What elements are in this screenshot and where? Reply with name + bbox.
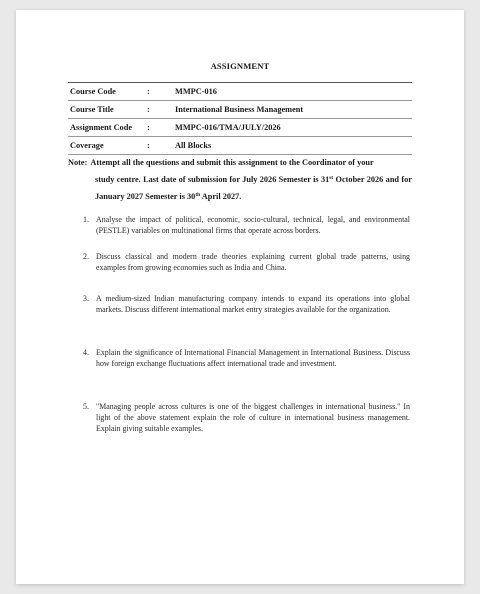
document-title: ASSIGNMENT bbox=[210, 61, 270, 71]
info-colon: : bbox=[147, 105, 150, 114]
info-label: Coverage bbox=[70, 141, 104, 150]
info-value: International Business Management bbox=[175, 105, 304, 114]
question-text: Discuss classical and modern trade theories explaining current global trade patterns, using examples from growing economies such as India and China. bbox=[96, 252, 410, 272]
note-line-1: Attempt all the questions and submit this assignment to the Coordinator of your bbox=[90, 158, 374, 167]
question-1 bbox=[83, 214, 410, 236]
question-number: 3. bbox=[83, 294, 89, 303]
document-page bbox=[16, 10, 464, 584]
info-row-assignment-code bbox=[68, 119, 412, 137]
question-text: A medium-sized Indian manufacturing company intends to expand its operations into global markets. Discuss different international market entry strategies available for the organization. bbox=[96, 294, 410, 314]
question-number: 1. bbox=[83, 215, 89, 224]
question-number: 2. bbox=[83, 252, 89, 261]
question-text: "Managing people across cultures is one of the biggest challenges in international business." In light of the above statement explain the role of culture in international business management. Explain giving suitable examples. bbox=[96, 402, 410, 433]
note-sup-b: th bbox=[195, 192, 201, 198]
note-part-a: study centre. Last date of submission for July 2026 Semester is 31 bbox=[95, 175, 330, 184]
question-text: Explain the significance of International Financial Management in International Business. Discuss how foreign exchange fluctuations affect international trade and investment. bbox=[96, 348, 410, 368]
info-value: MMPC-016 bbox=[175, 87, 217, 96]
question-number: 4. bbox=[83, 348, 89, 357]
question-3 bbox=[83, 293, 410, 315]
note-part-b: October 2026 and for January 2027 Semester is 30 bbox=[95, 175, 412, 201]
info-label: Course Code bbox=[70, 87, 116, 96]
info-colon: : bbox=[147, 141, 150, 150]
info-colon: : bbox=[147, 123, 150, 132]
note-part-c: April 2027. bbox=[200, 192, 242, 201]
course-info-table bbox=[68, 82, 412, 155]
question-2 bbox=[83, 251, 410, 273]
info-label: Assignment Code bbox=[70, 123, 132, 132]
question-text: Analyse the impact of political, economic, socio-cultural, technical, legal, and environmental (PESTLE) variables on multinational firms that operate across borders. bbox=[96, 215, 410, 235]
info-colon: : bbox=[147, 87, 150, 96]
note-sup-a: st bbox=[329, 175, 334, 181]
info-value: MMPC-016/TMA/JULY/2026 bbox=[175, 123, 281, 132]
submission-note bbox=[68, 154, 412, 205]
question-5 bbox=[83, 401, 410, 434]
question-number: 5. bbox=[83, 402, 89, 411]
info-row-coverage bbox=[68, 137, 412, 155]
info-label: Course Title bbox=[70, 105, 114, 114]
info-row-course-code bbox=[68, 83, 412, 101]
info-value: All Blocks bbox=[175, 141, 212, 150]
info-row-course-title bbox=[68, 101, 412, 119]
question-4 bbox=[83, 347, 410, 369]
note-deadline bbox=[68, 171, 412, 205]
note-lead: Note: bbox=[68, 158, 88, 167]
